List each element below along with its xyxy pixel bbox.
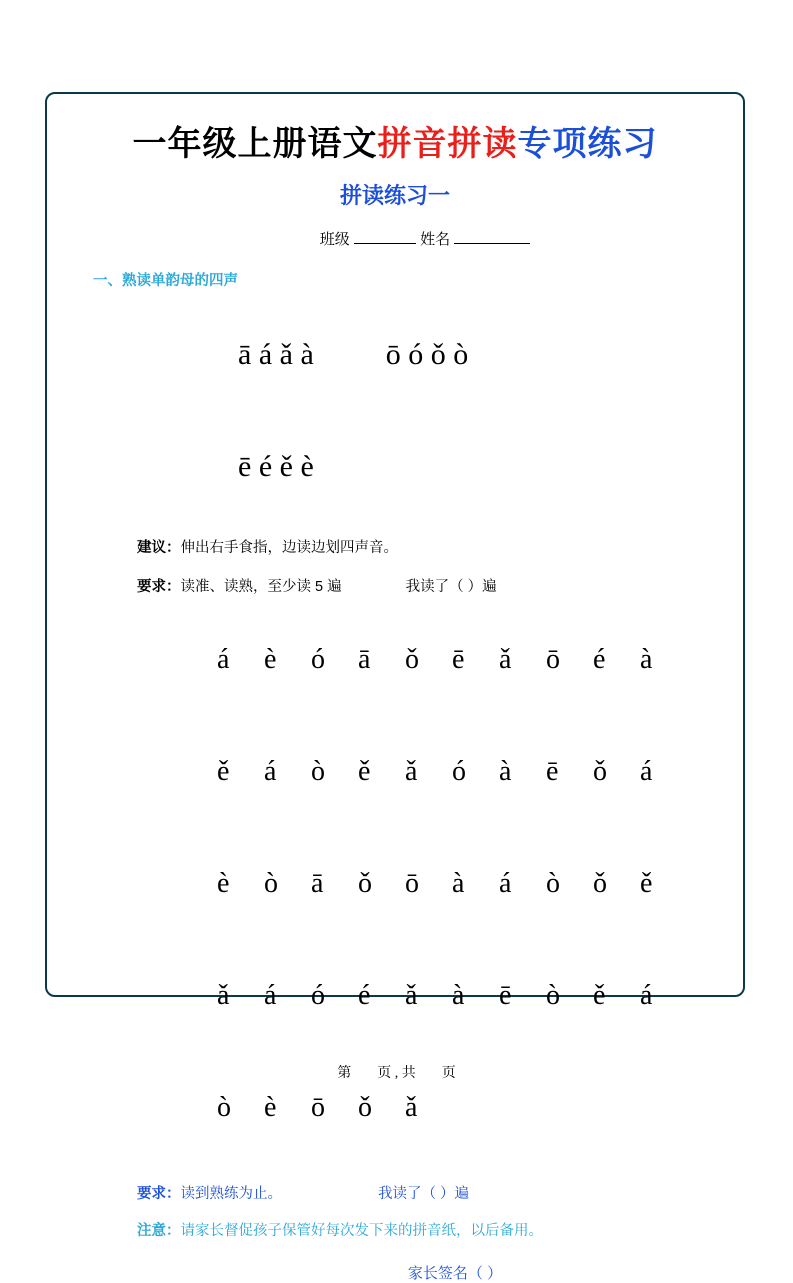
page-footer-middle: 页 , 共 — [377, 1066, 416, 1081]
practice-cell: ē — [499, 980, 512, 1011]
practice-cell: à — [452, 868, 465, 899]
practice-cell: à — [499, 756, 512, 787]
practice-cell: á — [640, 980, 653, 1011]
four-tones-row-1 — [75, 304, 715, 406]
requirement-line-1 — [75, 575, 715, 596]
class-label: 班级 — [319, 231, 350, 248]
practice-cell: ǒ — [358, 1092, 372, 1123]
practice-cell: ǒ — [358, 868, 372, 899]
suggestion-text: 伸出右手食指，边读边划四声音。 — [180, 540, 398, 556]
practice-cell: ǎ — [405, 1092, 418, 1123]
practice-cell: ó — [311, 644, 325, 675]
section-heading-1: 一、熟读单韵母的四声 — [93, 273, 238, 289]
title-segment-blue: 专项练习 — [517, 126, 658, 163]
page-number-footer — [0, 1062, 793, 1082]
requirement-1-label: 要求： — [137, 579, 181, 595]
requirement-1-count: 我读了（ ）遍 — [405, 579, 497, 595]
practice-cell: à — [640, 644, 653, 675]
practice-cell: ě — [217, 756, 230, 787]
practice-cell: è — [264, 1092, 277, 1123]
practice-cell: ǒ — [405, 644, 419, 675]
practice-cell: ō — [405, 868, 419, 899]
practice-row — [161, 612, 715, 708]
practice-row — [161, 724, 715, 820]
practice-cell: ě — [640, 868, 653, 899]
practice-cell: ā — [358, 644, 371, 675]
practice-cell: ò — [546, 868, 560, 899]
practice-cell: ō — [311, 1092, 325, 1123]
practice-cell: ě — [358, 756, 371, 787]
practice-cell: ǎ — [405, 980, 418, 1011]
practice-cell: ē — [546, 756, 559, 787]
requirement-2-count: 我读了（ ）遍 — [378, 1186, 470, 1202]
four-tones-a: ā á ǎ à — [238, 338, 314, 371]
class-input-blank[interactable] — [354, 228, 416, 244]
name-input-blank[interactable] — [454, 228, 530, 244]
practice-cell: ò — [311, 756, 325, 787]
practice-cell: ò — [264, 868, 278, 899]
practice-cell: á — [499, 868, 512, 899]
requirement-line-2 — [137, 1182, 715, 1203]
suggestion-label: 建议： — [137, 540, 181, 556]
practice-cell: ò — [217, 1092, 231, 1123]
attention-text: 请家长督促孩子保管好每次发下来的拼音纸，以后备用。 — [180, 1223, 543, 1239]
title-segment-black: 一年级上册语文 — [132, 126, 378, 163]
practice-cell: é — [593, 644, 606, 675]
name-label: 姓名 — [420, 231, 451, 248]
practice-cell: á — [640, 756, 653, 787]
attention-line — [137, 1219, 715, 1240]
practice-cell: é — [358, 980, 371, 1011]
requirement-2-text: 读到熟练为止。 — [180, 1186, 282, 1202]
footer-notes — [75, 1182, 715, 1240]
page-footer-prefix: 第 — [337, 1066, 352, 1081]
practice-cell: á — [217, 644, 230, 675]
page-subtitle: 拼读练习一 — [339, 183, 450, 208]
four-tones-e: ē é ě è — [238, 450, 314, 483]
parent-signature-line[interactable]: 家长签名（ ） — [407, 1265, 503, 1282]
practice-cell: ó — [452, 756, 466, 787]
practice-cell: è — [264, 644, 277, 675]
practice-cell: ē — [452, 644, 465, 675]
practice-cell: ǎ — [499, 644, 512, 675]
practice-row — [161, 948, 715, 1044]
title-segment-red: 拼音拼读 — [377, 126, 518, 163]
practice-cell: ō — [546, 644, 560, 675]
suggestion-line — [75, 536, 715, 557]
practice-cell: ǎ — [217, 980, 230, 1011]
practice-cell: ā — [311, 868, 324, 899]
page-footer-suffix: 页 — [441, 1066, 456, 1081]
practice-cell: è — [217, 868, 230, 899]
practice-cell: á — [264, 756, 277, 787]
practice-cell: à — [452, 980, 465, 1011]
four-tones-row-2 — [75, 416, 715, 518]
requirement-2-label: 要求： — [137, 1186, 181, 1202]
page-title — [75, 116, 715, 165]
practice-row — [161, 836, 715, 932]
student-info-line — [75, 228, 715, 249]
practice-cell: ǒ — [593, 868, 607, 899]
attention-label: 注意： — [137, 1223, 181, 1239]
practice-cell: á — [264, 980, 277, 1011]
practice-cell: ǒ — [593, 756, 607, 787]
requirement-1-text: 读准、读熟，至少读 5 遍 — [180, 579, 342, 595]
practice-cell: ó — [311, 980, 325, 1011]
four-tones-o: ō ó ǒ ò — [385, 338, 469, 371]
practice-cell: ò — [546, 980, 560, 1011]
practice-cell: ǎ — [405, 756, 418, 787]
practice-cell: ě — [593, 980, 606, 1011]
